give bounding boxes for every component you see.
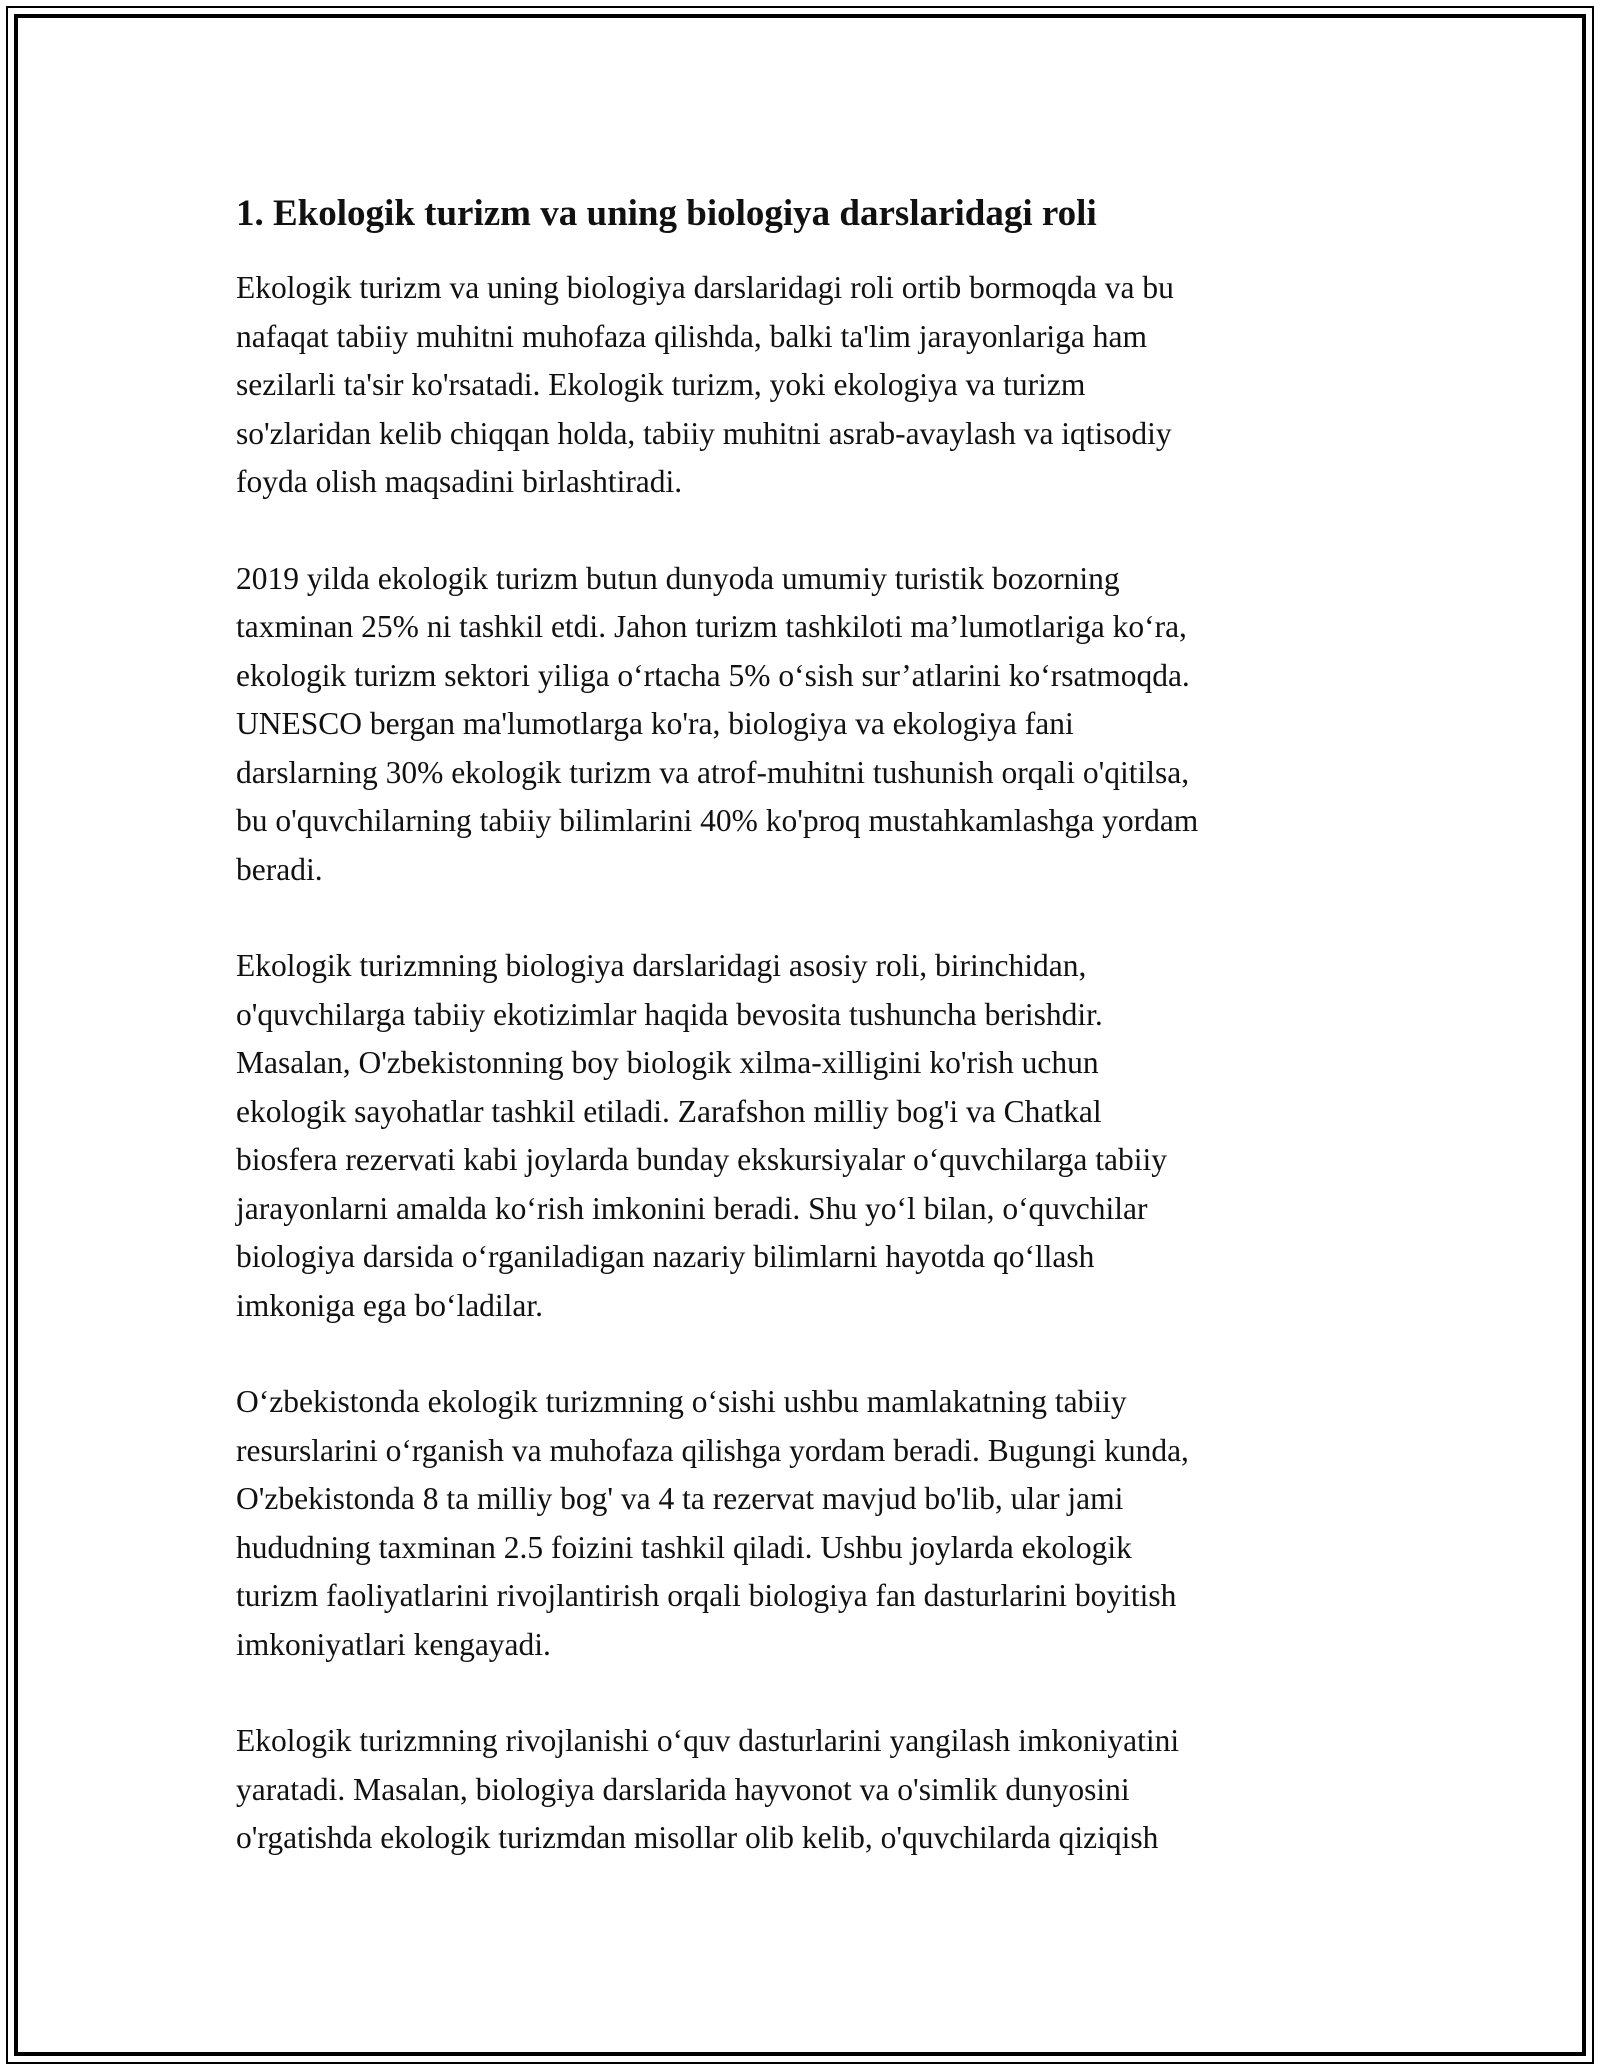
paragraph-line: Ekologik turizmning rivojlanishi o‘quv dasturlarini yangilash imkoniyatini <box>236 1723 1180 1758</box>
document-body <box>236 186 1366 1911</box>
paragraph-line: beradi. <box>236 851 323 887</box>
paragraph-line: resurslarini o‘rganish va muhofaza qilishga yordam beradi. Bugungi kunda, <box>236 1432 1189 1468</box>
paragraph-line: sezilarli ta'sir ko'rsatadi. Ekologik turizm, yoki ekologiya va turizm <box>236 367 1086 402</box>
paragraph-line: Ekologik turizmning biologiya darslaridagi asosiy roli, birinchidan, <box>236 948 1087 983</box>
paragraph-line: 2019 yilda ekologik turizm butun dunyoda umumiy turistik bozorning <box>236 560 1120 596</box>
paragraph-4 <box>236 1378 1366 1669</box>
paragraph-line: so'zlaridan kelib chiqqan holda, tabiiy muhitni asrab-avaylash va iqtisodiy <box>236 415 1172 451</box>
paragraph-line: Ekologik turizm va uning biologiya darslaridagi roli ortib bormoqda va bu <box>236 270 1174 305</box>
paragraph-line: nafaqat tabiiy muhitni muhofaza qilishda, balki ta'lim jarayonlariga ham <box>236 318 1148 354</box>
section-heading: 1. Ekologik turizm va uning biologiya darslaridagi roli <box>236 193 1097 234</box>
paragraph-line: turizm faoliyatlarini rivojlantirish orqali biologiya fan dasturlarini boyitish <box>236 1578 1177 1613</box>
paragraph-5 <box>236 1717 1366 1863</box>
paragraph-line: foyda olish maqsadini birlashtiradi. <box>236 464 683 499</box>
paragraph-line: ekologik sayohatlar tashkil etiladi. Zarafshon milliy bog'i va Chatkal <box>236 1093 1102 1129</box>
paragraph-1 <box>236 264 1366 507</box>
paragraph-line: O'zbekistonda 8 ta milliy bog' va 4 ta rezervat mavjud bo'lib, ular jami <box>236 1481 1124 1516</box>
paragraph-line: UNESCO bergan ma'lumotlarga ko'ra, biologiya va ekologiya fani <box>236 706 1074 741</box>
paragraph-line: Masalan, O'zbekistonning boy biologik xilma-xilligini ko'rish uchun <box>236 1045 1099 1080</box>
paragraph-line: darslarning 30% ekologik turizm va atrof-muhitni tushunish orqali o'qitilsa, <box>236 754 1190 790</box>
paragraph-line: hududning taxminan 2.5 foizini tashkil qiladi. Ushbu joylarda ekologik <box>236 1529 1132 1565</box>
paragraph-line: bu o'quvchilarning tabiiy bilimlarini 40% ko'proq mustahkamlashga yordam <box>236 803 1199 838</box>
paragraph-line: biologiya darsida o‘rganiladigan nazariy bilimlarni hayotda qo‘llash <box>236 1239 1095 1274</box>
paragraph-line: o'rgatishda ekologik turizmdan misollar olib kelib, o'quvchilarda qiziqish <box>236 1820 1159 1855</box>
paragraph-line: O‘zbekistonda ekologik turizmning o‘sishi ushbu mamlakatning tabiiy <box>236 1384 1127 1419</box>
paragraph-2 <box>236 555 1366 895</box>
paragraph-3 <box>236 942 1366 1330</box>
paragraph-line: o'quvchilarga tabiiy ekotizimlar haqida bevosita tushuncha berishdir. <box>236 996 1103 1032</box>
paragraph-line: imkoniga ega bo‘ladilar. <box>236 1287 544 1323</box>
paragraph-list <box>236 264 1366 1863</box>
paragraph-line: biosfera rezervati kabi joylarda bunday ekskursiyalar o‘quvchilarga tabiiy <box>236 1142 1167 1177</box>
paragraph-line: yaratadi. Masalan, biologiya darslarida hayvonot va o'simlik dunyosini <box>236 1771 1130 1807</box>
paragraph-line: jarayonlarni amalda ko‘rish imkonini beradi. Shu yo‘l bilan, o‘quvchilar <box>236 1190 1148 1226</box>
paragraph-line: imkoniyatlari kengayadi. <box>236 1626 551 1662</box>
paragraph-line: ekologik turizm sektori yiliga o‘rtacha 5% o‘sish sur’atlarini ko‘rsatmoqda. <box>236 657 1190 693</box>
paragraph-line: taxminan 25% ni tashkil etdi. Jahon turizm tashkiloti ma’lumotlariga ko‘ra, <box>236 609 1187 644</box>
